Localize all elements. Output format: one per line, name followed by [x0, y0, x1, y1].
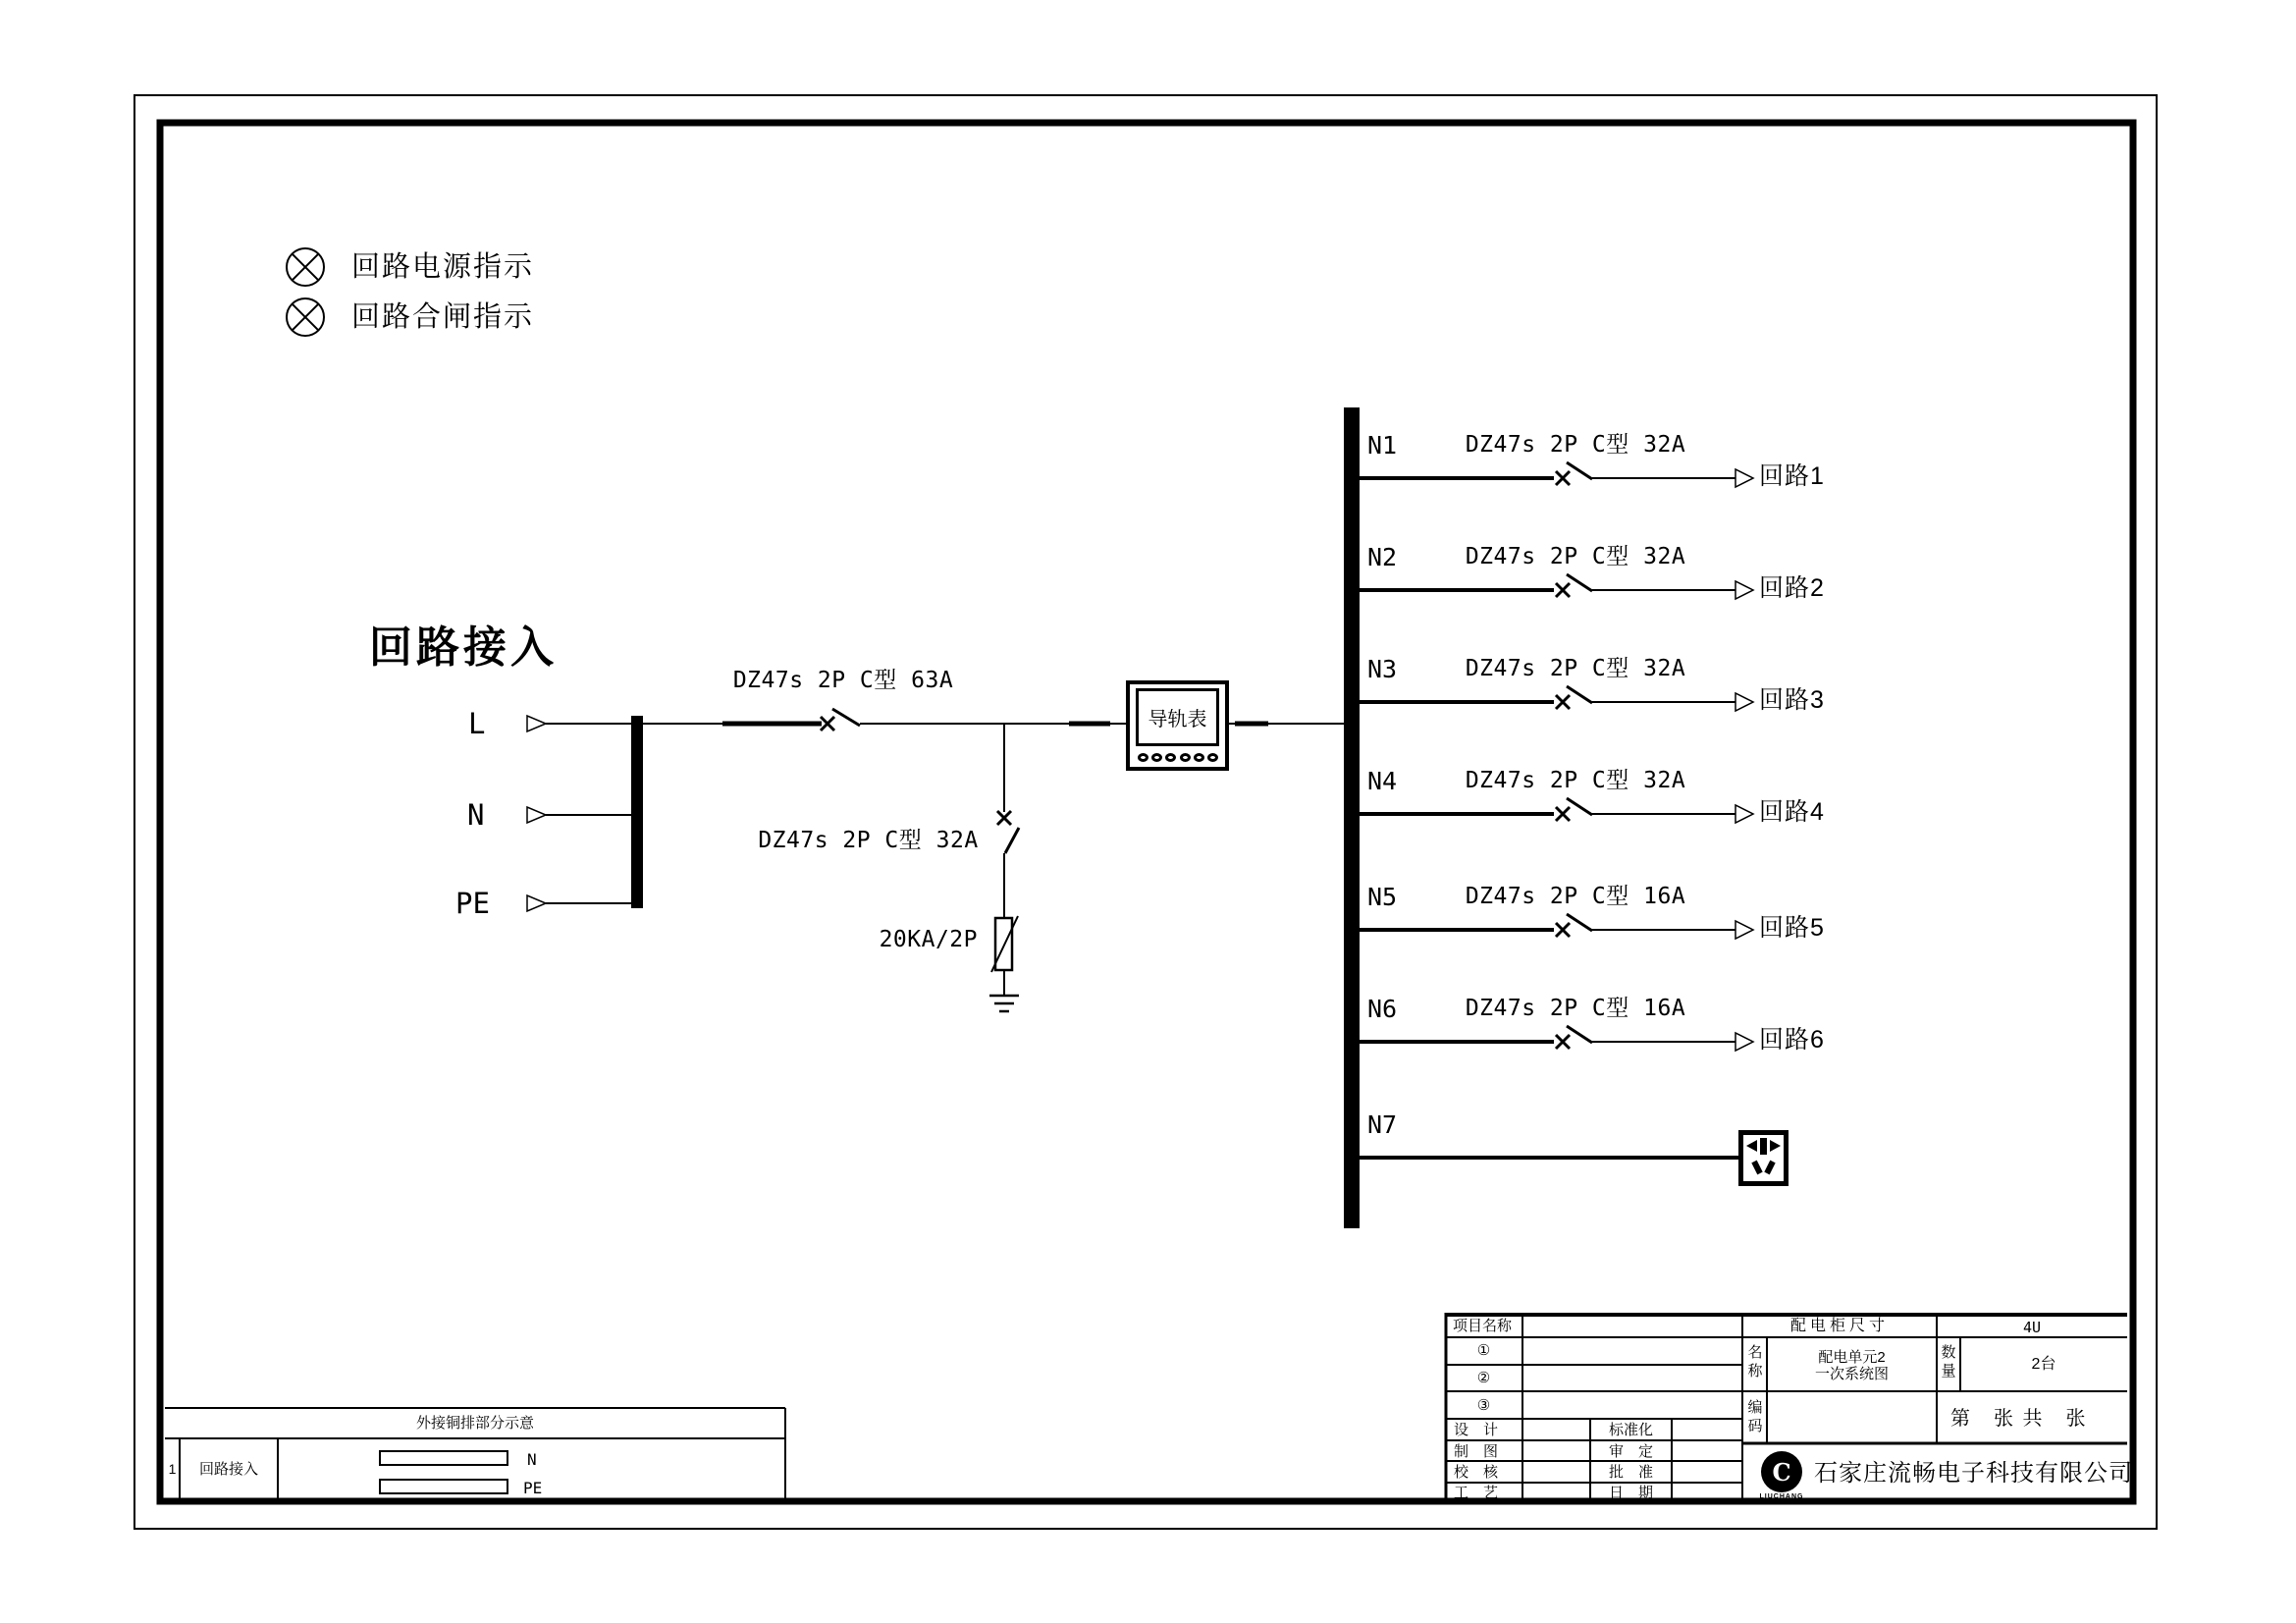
legend-power-label: 回路电源指示	[351, 251, 535, 283]
incoming-wires	[546, 724, 631, 903]
name-value-line2: 一次系统图	[1814, 1366, 1889, 1382]
feeder-circuit-label: 回路3	[1759, 686, 1825, 714]
feeder-node-label: N6	[1367, 995, 1398, 1023]
copper-bar-pe-label: PE	[523, 1479, 543, 1497]
feeder-circuit-label: 回路5	[1759, 914, 1825, 942]
feeder-node-label: N3	[1367, 655, 1398, 683]
feeder-node-label: N4	[1367, 767, 1398, 795]
cabinet-size-value: 4U	[2022, 1319, 2042, 1336]
copper-bar-n-label: N	[527, 1450, 537, 1469]
feeder-breaker-label: DZ47s 2P C型 32A	[1465, 432, 1686, 458]
input-busbar	[631, 716, 643, 908]
logo-caption: LIUCHANG	[1759, 1493, 1804, 1500]
feeder-circuit-label: 回路6	[1759, 1026, 1825, 1054]
item-row-3: ③	[1476, 1397, 1491, 1414]
copper-bar-n-icon	[380, 1451, 507, 1465]
sheet-number-text: 第 张 共 张	[1950, 1408, 2088, 1430]
name-label: 名称	[1747, 1344, 1763, 1380]
feeder-breaker-label: DZ47s 2P C型 16A	[1465, 884, 1686, 909]
cabinet-size-label: 配电柜尺寸	[1789, 1318, 1889, 1334]
copper-table-row-index: 1	[168, 1461, 177, 1477]
feeder-breaker-label: DZ47s 2P C型 32A	[1465, 656, 1686, 681]
company-logo	[1761, 1451, 1802, 1492]
surge-arrester-label: 20KA/2P	[879, 927, 978, 952]
meter-label: 导轨表	[1148, 709, 1207, 730]
terminal-n-label: N	[467, 798, 485, 832]
distribution-busbar	[1344, 407, 1360, 1228]
project-name-label: 项目名称	[1453, 1318, 1513, 1334]
feeder-node-label: N5	[1367, 883, 1398, 911]
feeder-node-label: N2	[1367, 543, 1398, 571]
lamp-symbol-closed-icon	[287, 298, 324, 336]
copper-bar-pe-icon	[380, 1480, 507, 1493]
incoming-title: 回路接入	[369, 623, 558, 672]
code-label: 编码	[1747, 1399, 1763, 1434]
socket-outlet-icon	[1738, 1130, 1789, 1186]
feeder-breaker-label: DZ47s 2P C型 32A	[1465, 544, 1686, 569]
lamp-symbol-power-icon	[287, 248, 324, 286]
legend-closed-label: 回路合闸指示	[351, 301, 535, 333]
qty-label: 数量	[1941, 1344, 1956, 1380]
main-breaker-label: DZ47s 2P C型 63A	[732, 668, 954, 693]
sign-approve2-label: 批 准	[1608, 1464, 1653, 1481]
feeder-node-label: N1	[1367, 431, 1398, 460]
sign-approve1-label: 审 定	[1608, 1443, 1653, 1460]
feeder-circuit-label: 回路1	[1759, 462, 1825, 490]
qty-value: 2台	[2031, 1356, 2056, 1373]
main-breaker-icon	[821, 709, 860, 730]
feeder-circuit-label: 回路4	[1759, 798, 1825, 826]
sign-design-label: 设 计	[1454, 1422, 1499, 1438]
logo-letter: C	[1772, 1457, 1791, 1487]
copper-table-row-label: 回路接入	[198, 1461, 258, 1478]
company-name: 石家庄流畅电子科技有限公司	[1814, 1460, 2133, 1487]
copper-table-title: 外接铜排部分示意	[415, 1415, 534, 1432]
sign-date-label: 日 期	[1608, 1485, 1653, 1501]
item-row-1: ①	[1476, 1342, 1491, 1359]
feeder-breaker-label: DZ47s 2P C型 16A	[1465, 996, 1686, 1021]
meter-terminals-icon	[1138, 753, 1218, 762]
meter-screen	[1136, 688, 1219, 746]
terminal-pe-label: PE	[455, 887, 490, 920]
feeder-circuit-label: 回路2	[1759, 574, 1825, 602]
sign-draw-label: 制 图	[1454, 1443, 1499, 1460]
incoming-terminal-arrows	[527, 716, 546, 911]
feeder-node-label: N7	[1367, 1110, 1398, 1139]
terminal-l-label: L	[468, 707, 486, 740]
din-rail-meter	[1126, 680, 1229, 771]
surge-branch	[989, 724, 1019, 1011]
sign-check-label: 校 核	[1454, 1464, 1499, 1481]
item-row-2: ②	[1476, 1370, 1491, 1386]
sign-process-label: 工 艺	[1454, 1485, 1499, 1501]
feeder-breaker-label: DZ47s 2P C型 32A	[1465, 768, 1686, 793]
surge-breaker-label: DZ47s 2P C型 32A	[758, 828, 979, 853]
sign-standard-label: 标准化	[1608, 1422, 1653, 1438]
name-value-line1: 配电单元2	[1818, 1349, 1886, 1366]
